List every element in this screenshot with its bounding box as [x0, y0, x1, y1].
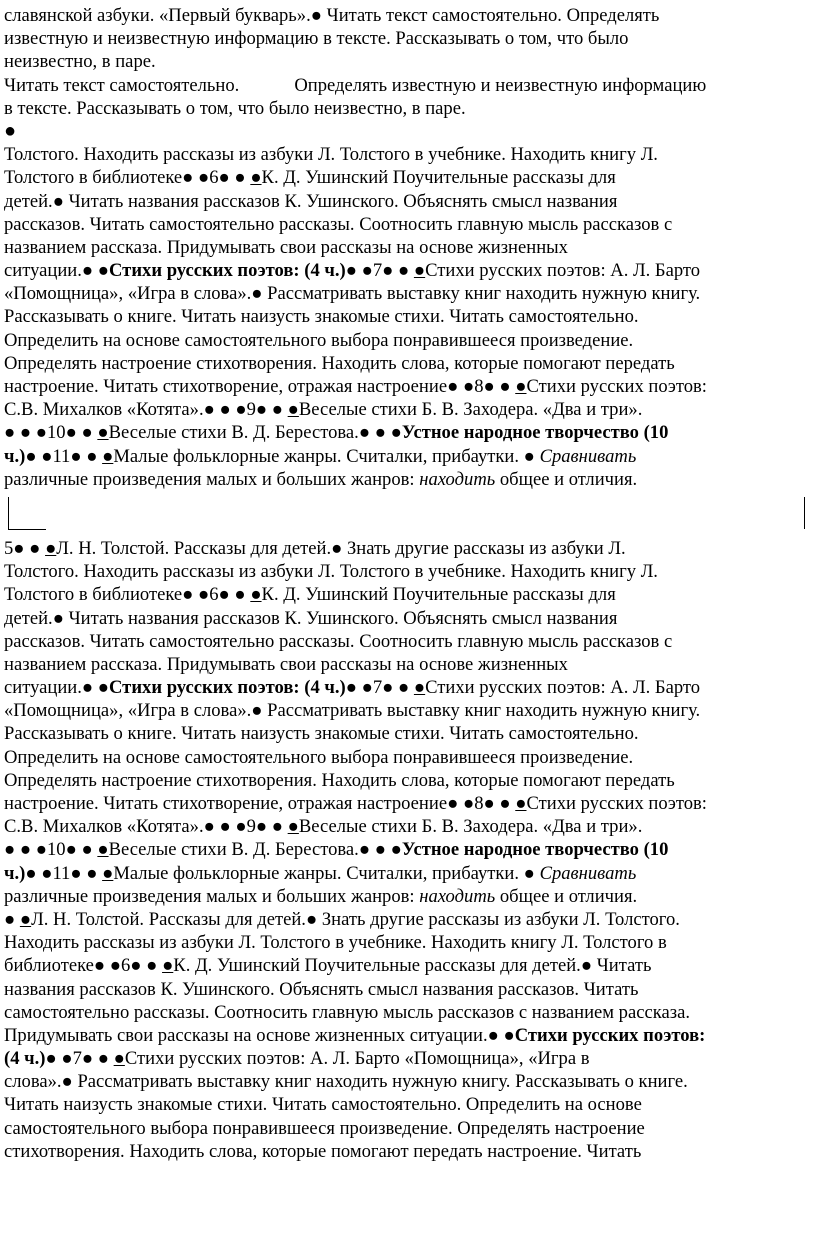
- text-span: ●: [250, 167, 262, 189]
- text-span: Веселые стихи Б. В. Заходера. «Два и три».: [298, 399, 643, 421]
- section-heading: ч.): [4, 445, 26, 467]
- text-line: известную и неизвестную информацию в тексте. Рассказывать о том, что было: [4, 28, 629, 50]
- text-line: Определять настроение стихотворения. Находить слова, которые помогают передать: [4, 352, 675, 374]
- text-span: 5● ●: [4, 537, 46, 559]
- text-span: настроение. Читать стихотворение, отражая настроение● ●8● ●: [4, 376, 516, 397]
- text-line: Толстого. Находить рассказы из азбуки Л. Толстого в учебнике. Находить книгу Л.: [4, 561, 658, 583]
- section-heading: Стихи русских поэтов: (4 ч.): [109, 260, 346, 282]
- italic-text: Сравнивать: [539, 445, 637, 467]
- text-line: названия рассказов К. Ушинского. Объяснять смысл названия рассказов. Читать: [4, 978, 639, 1000]
- table-border-area: [4, 491, 812, 537]
- text-line: названием рассказа. Придумывать свои рассказы на основе жизненных: [4, 653, 568, 675]
- text-line: самостоятельного выбора понравившееся произведение. Определять настроение: [4, 1117, 645, 1139]
- text-line: [4, 862, 812, 885]
- text-line: [4, 4, 812, 27]
- section-heading: ч.): [4, 862, 26, 884]
- text-span: ●: [515, 376, 527, 397]
- text-line: Определить на основе самостоятельного выбора понравившееся произведение.: [4, 329, 634, 351]
- text-span: ● ●11● ●: [25, 445, 103, 467]
- text-span: Толстого в библиотеке● ●6● ●: [4, 167, 251, 189]
- text-span: различные произведения малых и больших жанров:: [4, 885, 420, 907]
- text-line: [4, 815, 812, 838]
- text-span: Веселые стихи В. Д. Берестова.● ● ●: [108, 422, 402, 444]
- text-span: ●: [97, 422, 109, 444]
- text-span: ●: [287, 399, 299, 421]
- bullet-icon: ●: [4, 119, 17, 142]
- text-line: [4, 468, 812, 491]
- text-span: ● ●7● ●: [345, 677, 414, 699]
- text-span: общее и отличия.: [495, 885, 638, 907]
- text-line: [4, 792, 812, 815]
- text-line: названием рассказа. Придумывать свои рассказы на основе жизненных: [4, 236, 568, 258]
- text-span: настроение. Читать стихотворение, отражая настроение● ●8● ●: [4, 793, 516, 814]
- text-span: славянской азбуки. «Первый букварь».: [4, 5, 311, 26]
- text-span: библиотеке● ●6● ●: [4, 955, 163, 977]
- text-line: Находить рассказы из азбуки Л. Толстого в учебнике. Находить книгу Л. Толстого в: [4, 932, 667, 954]
- text-span: Стихи русских поэтов:: [526, 376, 707, 397]
- text-span: ●: [113, 1048, 125, 1070]
- text-span: ●: [45, 537, 57, 559]
- text-line: [4, 421, 812, 444]
- text-span: ситуации.● ●: [4, 260, 109, 282]
- text-span: ●: [4, 908, 20, 930]
- text-span: различные произведения малых и больших жанров:: [4, 468, 420, 490]
- text-line: [4, 445, 812, 468]
- text-span: Веселые стихи Б. В. Заходера. «Два и три».: [298, 816, 643, 838]
- text-span: К. Д. Ушинский Поучительные рассказы для: [261, 584, 616, 606]
- text-span: ●: [413, 677, 426, 699]
- text-span: Стихи русских поэтов: А. Л. Барто: [425, 677, 701, 699]
- section-heading: Стихи русских поэтов: (4 ч.): [109, 677, 346, 699]
- text-line: [4, 398, 812, 421]
- text-span: ● ●7● ●: [45, 1048, 114, 1070]
- text-line: [4, 908, 812, 931]
- text-line: Читать наизусть знакомые стихи. Читать самостоятельно. Определить на основе: [4, 1094, 642, 1116]
- section-heading: (4 ч.): [4, 1048, 46, 1070]
- text-line: [4, 1047, 812, 1070]
- text-span: общее и отличия.: [495, 468, 638, 490]
- text-line: Толстого. Находить рассказы из азбуки Л. Толстого в учебнике. Находить книгу Л.: [4, 144, 658, 166]
- table-border-left: [8, 497, 9, 529]
- text-span: Толстого в библиотеке● ●6● ●: [4, 584, 251, 606]
- text-line: Рассказывать о книге. Читать наизусть знакомые стихи. Читать самостоятельно.: [4, 306, 639, 328]
- text-span: С.В. Михалков «Котята».● ● ●9● ●: [4, 816, 288, 838]
- text-span: К. Д. Ушинский Поучительные рассказы для: [261, 167, 616, 189]
- text-line: рассказов. Читать самостоятельно рассказы. Соотносить главную мысль рассказов с: [4, 630, 673, 652]
- text-span: Л. Н. Толстой. Рассказы для детей.● Знать другие рассказы из азбуки Л. Толстого.: [31, 908, 680, 930]
- text-span: Л. Н. Толстой. Рассказы для детей.● Знать другие рассказы из азбуки Л.: [56, 537, 626, 559]
- text-span: С.В. Михалков «Котята».● ● ●9● ●: [4, 399, 288, 421]
- text-line: рассказов. Читать самостоятельно рассказы. Соотносить главную мысль рассказов с: [4, 213, 673, 235]
- text-span: ●: [287, 816, 299, 838]
- text-span: ●: [102, 862, 114, 884]
- text-span: Придумывать свои рассказы на основе жизненных ситуации.● ●: [4, 1024, 515, 1046]
- text-span: ●: [19, 908, 32, 930]
- text-span: Веселые стихи В. Д. Берестова.● ● ●: [108, 839, 402, 861]
- text-line: [4, 885, 812, 908]
- text-span: К. Д. Ушинский Поучительные рассказы для детей.● Читать: [173, 955, 652, 977]
- table-border-bottom: [8, 529, 46, 530]
- text-span: Малые фольклорные жанры. Считалки, прибаутки. ●: [113, 862, 540, 884]
- text-span: ● ● ●10● ●: [4, 839, 98, 861]
- text-line: [4, 259, 812, 282]
- text-span: ●: [413, 260, 426, 282]
- text-line: «Помощница», «Игра в слова».● Рассматривать выставку книг находить нужную книгу.: [4, 283, 701, 305]
- text-span: Малые фольклорные жанры. Считалки, прибаутки. ●: [113, 445, 540, 467]
- section-heading: Устное народное творчество (10: [401, 839, 669, 861]
- italic-text: находить: [419, 885, 496, 907]
- text-line: Определять настроение стихотворения. Находить слова, которые помогают передать: [4, 769, 675, 791]
- text-line: [4, 166, 812, 189]
- text-span: Читать текст самостоятельно.: [4, 74, 240, 96]
- text-line: [4, 954, 812, 977]
- text-span: Стихи русских поэтов: А. Л. Барто «Помощница», «Игра в: [124, 1048, 590, 1070]
- text-span: ● Читать текст самостоятельно. Определять: [310, 5, 660, 26]
- text-line: детей.● Читать названия рассказов К. Ушинского. Объяснять смысл названия: [4, 607, 618, 629]
- text-line: в тексте. Рассказывать о том, что было неизвестно, в паре.: [4, 97, 466, 119]
- text-span: ●: [162, 955, 174, 977]
- text-span: ● ●7● ●: [345, 260, 414, 282]
- italic-text: находить: [419, 468, 496, 490]
- text-line: неизвестно, в паре.: [4, 51, 156, 73]
- italic-text: Сравнивать: [539, 862, 637, 884]
- text-line: [4, 74, 812, 97]
- text-span: ●: [97, 839, 109, 861]
- text-line: самостоятельно рассказы. Соотносить главную мысль рассказов с названием рассказа.: [4, 1001, 690, 1023]
- text-span: Определять известную и неизвестную информацию: [294, 74, 707, 96]
- text-span: ● ● ●10● ●: [4, 422, 98, 444]
- text-span: ситуации.● ●: [4, 677, 109, 699]
- table-border-right: [804, 497, 805, 529]
- text-line: «Помощница», «Игра в слова».● Рассматривать выставку книг находить нужную книгу.: [4, 700, 701, 722]
- text-line: [4, 676, 812, 699]
- text-line: [4, 1024, 812, 1047]
- text-span: ●: [515, 793, 527, 814]
- text-span: ●: [250, 584, 262, 606]
- section-heading: Устное народное творчество (10: [401, 422, 669, 444]
- text-line: детей.● Читать названия рассказов К. Ушинского. Объяснять смысл названия: [4, 190, 618, 212]
- text-line: [4, 537, 812, 560]
- text-line: Определить на основе самостоятельного выбора понравившееся произведение.: [4, 746, 634, 768]
- text-span: ●: [102, 445, 114, 467]
- text-span: Стихи русских поэтов:: [526, 793, 707, 814]
- text-span: ● ●11● ●: [25, 862, 103, 884]
- text-line: [4, 838, 812, 861]
- section-heading: Стихи русских поэтов:: [514, 1024, 706, 1046]
- text-line: стихотворения. Находить слова, которые помогают передать настроение. Читать: [4, 1140, 642, 1162]
- text-span: Стихи русских поэтов: А. Л. Барто: [425, 260, 701, 282]
- text-line: слова».● Рассматривать выставку книг находить нужную книгу. Рассказывать о книге.: [4, 1071, 688, 1093]
- text-line: [4, 583, 812, 606]
- text-line: [4, 375, 812, 398]
- text-line: Рассказывать о книге. Читать наизусть знакомые стихи. Читать самостоятельно.: [4, 723, 639, 745]
